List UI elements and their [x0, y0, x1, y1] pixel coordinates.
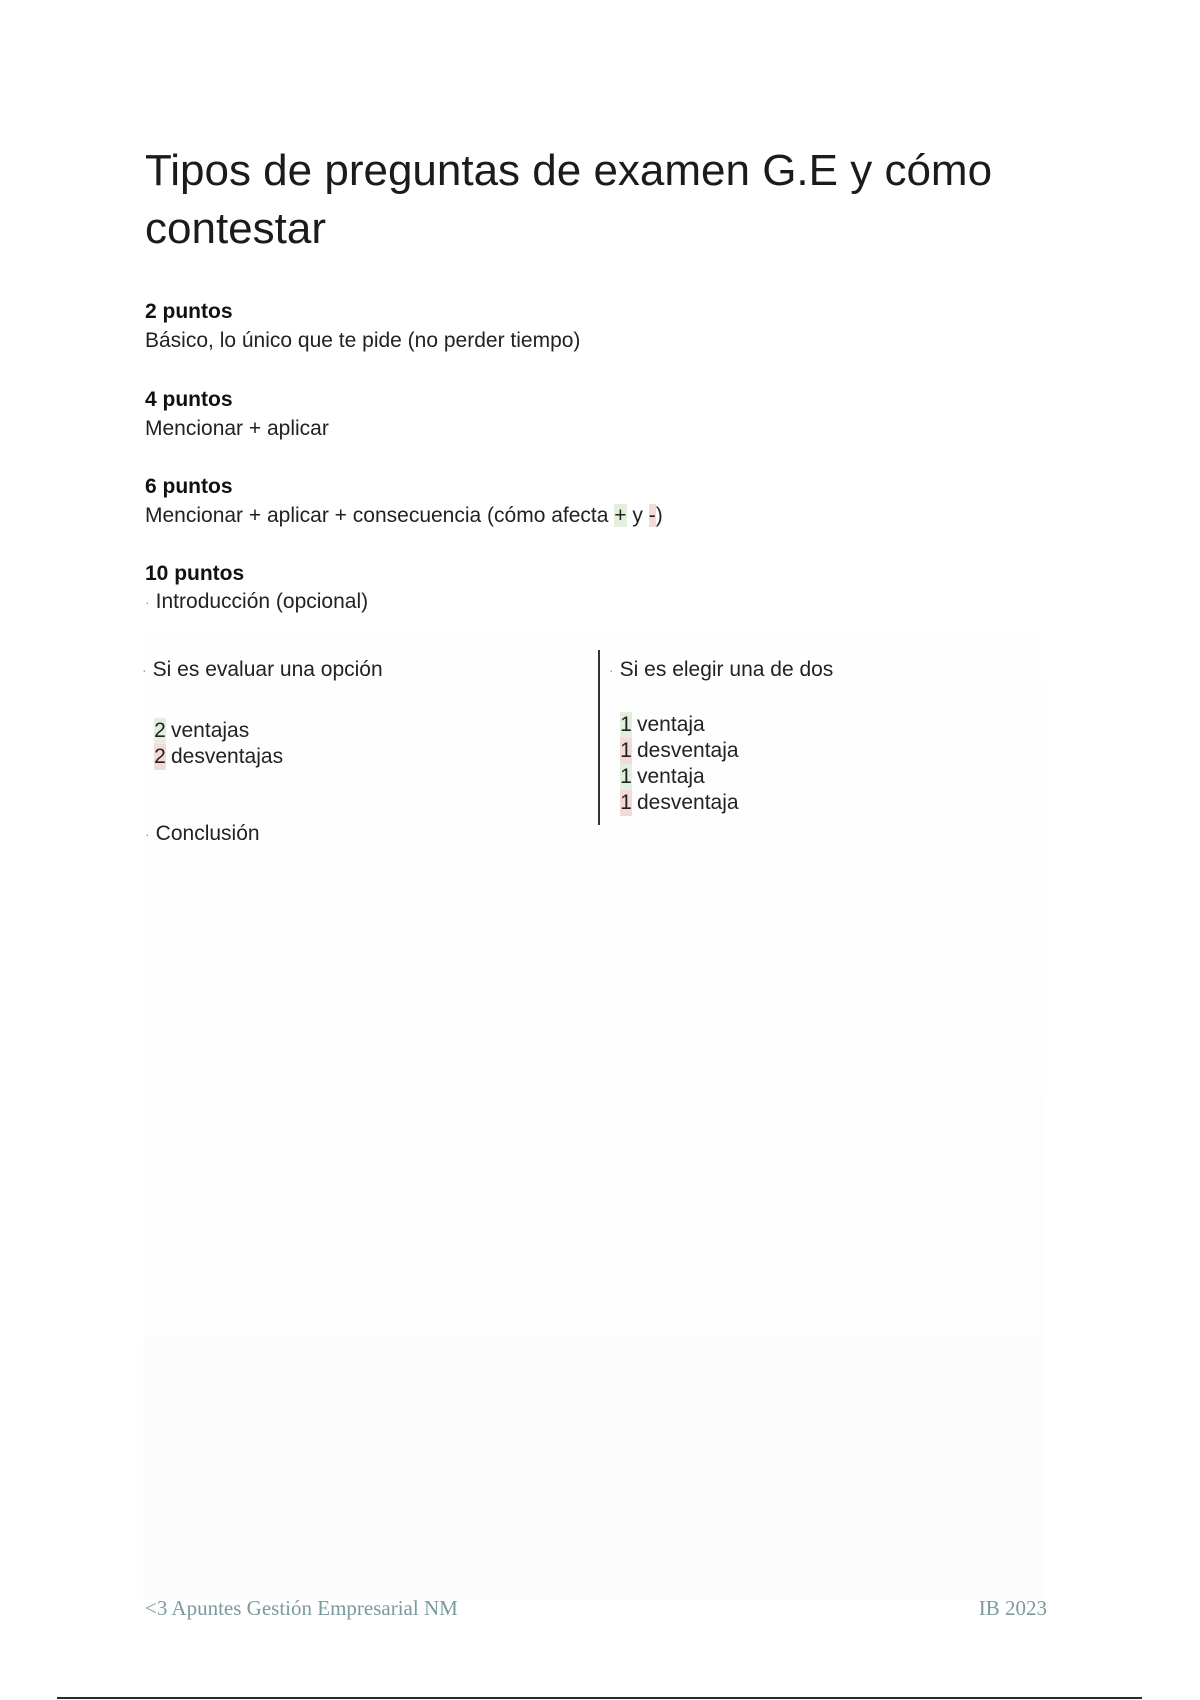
section-4-puntos [145, 386, 1045, 444]
section-text-start: Mencionar + aplicar + consecuencia (cómo afecta [145, 504, 615, 527]
list-item [620, 712, 739, 738]
bottom-rule [57, 1697, 1142, 1699]
left-option-heading [142, 658, 383, 682]
item-count: 1 [620, 739, 632, 762]
item-label: ventaja [637, 713, 705, 736]
right-option-heading [609, 658, 833, 682]
section-heading: 2 puntos [145, 300, 233, 323]
section-heading: 10 puntos [145, 562, 245, 585]
item-label: ventaja [637, 765, 705, 788]
intro-label: Introducción (opcional) [155, 590, 369, 613]
bullet-dot: · [145, 594, 150, 610]
bullet-dot: · [609, 662, 614, 678]
item-label: desventajas [171, 745, 284, 768]
item-count: 1 [620, 765, 632, 788]
item-count: 2 [154, 719, 166, 742]
left-option-label: Si es evaluar una opción [152, 658, 383, 681]
section-heading: 4 puntos [145, 388, 233, 411]
list-item [154, 718, 283, 744]
section-text: Básico, lo único que te pide (no perder tiempo) [145, 329, 581, 352]
column-divider [598, 650, 600, 825]
intro-item [145, 590, 368, 614]
conclusion-label: Conclusión [155, 822, 260, 845]
item-label: desventaja [637, 739, 739, 762]
item-label: ventajas [171, 719, 250, 742]
bullet-dot: · [145, 826, 150, 842]
item-label: desventaja [637, 791, 739, 814]
page-title: Tipos de preguntas de examen G.E y cómo contestar [145, 146, 993, 253]
right-option-list [620, 712, 739, 816]
list-item [620, 764, 739, 790]
section-text: Mencionar + aplicar [145, 417, 329, 440]
footer-right-text: IB 2023 [978, 1596, 1047, 1620]
section-2-puntos [145, 298, 1045, 356]
list-item [620, 738, 739, 764]
section-text [145, 501, 1045, 531]
section-6-puntos [145, 473, 1045, 531]
item-count: 1 [620, 791, 632, 814]
bullet-dot: · [142, 662, 147, 678]
positive-mark: + [614, 504, 627, 527]
right-option-label: Si es elegir una de dos [619, 658, 834, 681]
negative-mark: - [648, 504, 656, 527]
list-item [154, 744, 283, 770]
section-10-puntos [145, 560, 1045, 588]
footer-left-text: <3 Apuntes Gestión Empresarial NM [145, 1596, 458, 1620]
section-text-end: ) [655, 504, 663, 527]
list-item [620, 790, 739, 816]
section-heading: 6 puntos [145, 475, 233, 498]
page-background [143, 520, 1043, 1600]
item-count: 1 [620, 713, 632, 736]
section-text-middle: y [626, 504, 649, 527]
conclusion-item [145, 822, 260, 846]
item-count: 2 [154, 745, 166, 768]
left-option-list [154, 718, 283, 770]
